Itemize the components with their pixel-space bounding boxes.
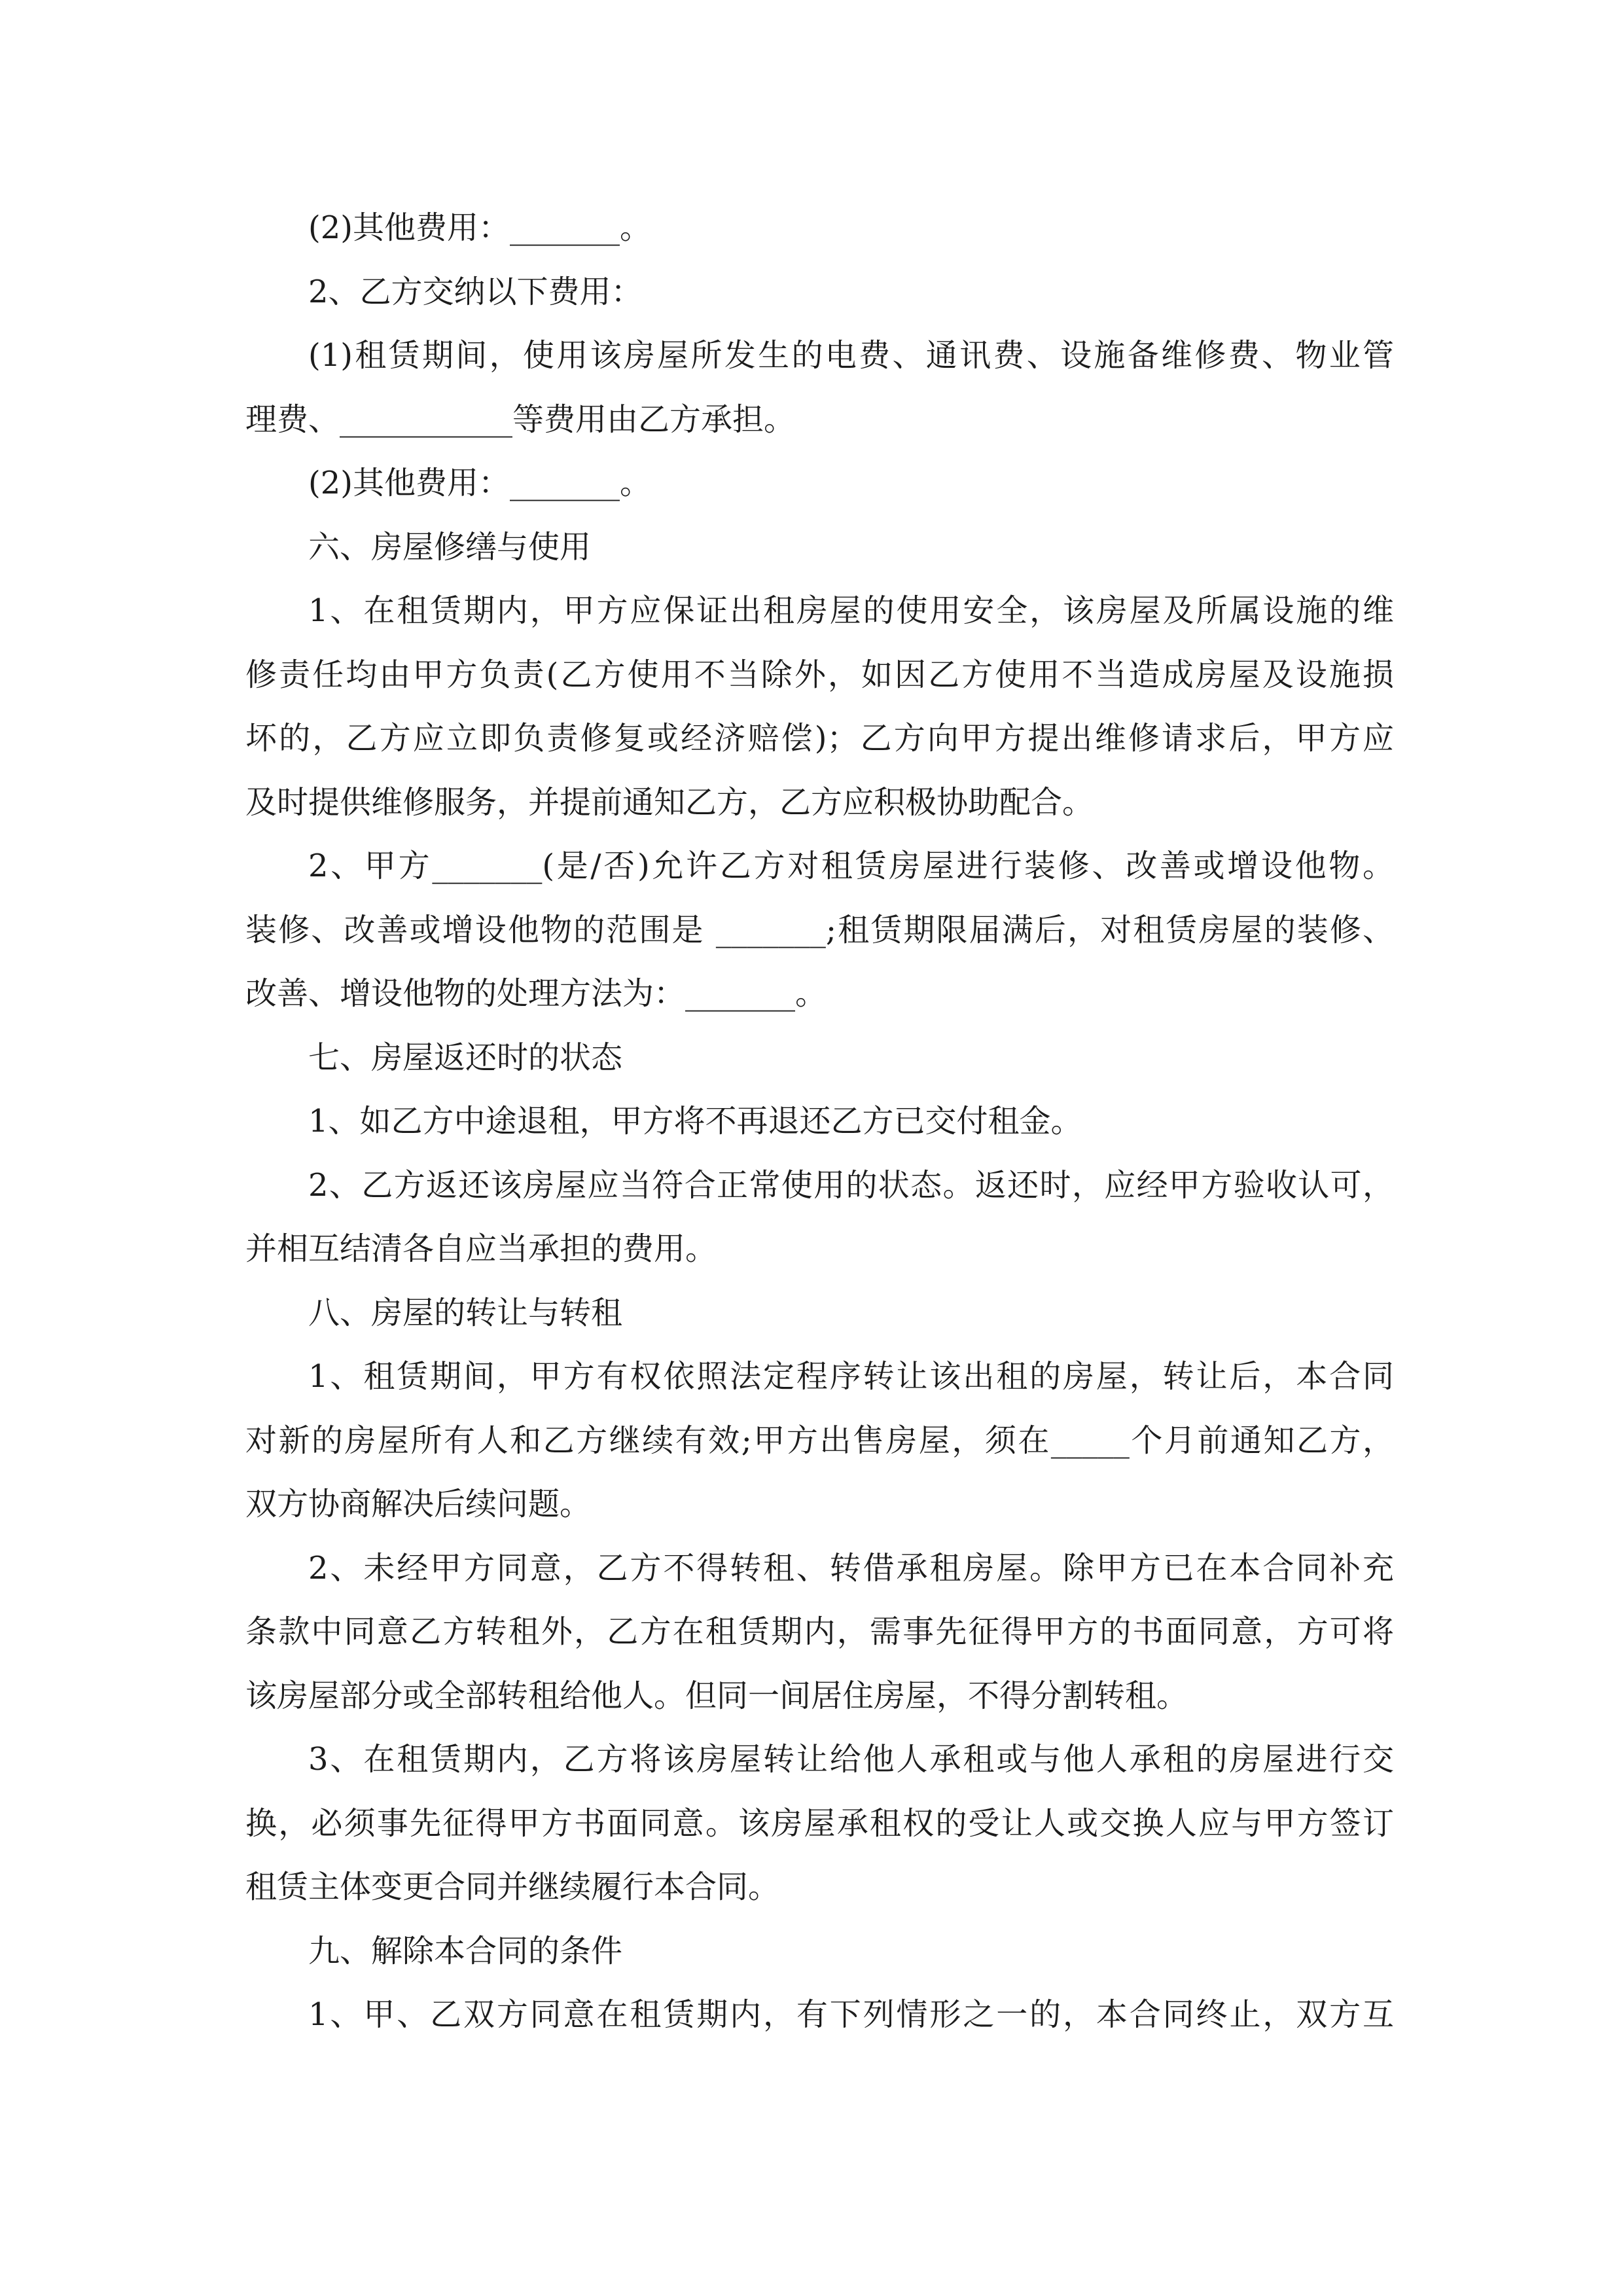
- text-line: 及时提供维修服务，并提前通知乙方，乙方应积极协助配合。: [245, 783, 1094, 821]
- text-line: 1、在租赁期内，甲方应保证出租房屋的使用安全，该房屋及所属设施的维: [308, 592, 1394, 629]
- text-line: 2、乙方交纳以下费用：: [308, 273, 643, 310]
- text-line: (2)其他费用：_______。: [308, 209, 651, 246]
- text-line: 坏的，乙方应立即负责修复或经济赔偿)；乙方向甲方提出维修请求后，甲方应: [245, 720, 1394, 757]
- text-line: 1、甲、乙双方同意在租赁期内，有下列情形之一的，本合同终止，双方互: [308, 1996, 1394, 2033]
- text-line: 修责任均由甲方负责(乙方使用不当除外，如因乙方使用不当造成房屋及设施损: [245, 656, 1394, 693]
- text-line: 装修、改善或增设他物的范围是 _______;租赁期限届满后，对租赁房屋的装修、: [245, 911, 1394, 948]
- section-heading: 八、房屋的转让与转租: [308, 1294, 623, 1331]
- text-line: 2、未经甲方同意，乙方不得转租、转借承租房屋。除甲方已在本合同补充: [308, 1549, 1394, 1587]
- text-line: 理费、___________等费用由乙方承担。: [245, 401, 796, 438]
- text-line: 1、如乙方中途退租，甲方将不再退还乙方已交付租金。: [308, 1103, 1082, 1139]
- section-heading: 七、房屋返还时的状态: [308, 1039, 623, 1076]
- text-line: 租赁主体变更合同并继续履行本合同。: [245, 1869, 780, 1905]
- text-line: 该房屋部分或全部转租给他人。但同一间居住房屋，不得分割转租。: [245, 1677, 1188, 1714]
- text-line: 换，必须事先征得甲方书面同意。该房屋承租权的受让人或交换人应与甲方签订: [245, 1804, 1394, 1842]
- text-line: (1)租赁期间，使用该房屋所发生的电费、通讯费、设施备维修费、物业管: [308, 337, 1394, 374]
- text-line: 2、乙方返还该房屋应当符合正常使用的状态。返还时，应经甲方验收认可，: [308, 1166, 1394, 1204]
- text-line: 改善、增设他物的处理方法为：_______。: [245, 975, 827, 1012]
- section-heading: 六、房屋修缮与使用: [308, 528, 592, 565]
- text-line: (2)其他费用：_______。: [308, 465, 651, 501]
- text-line: 双方协商解决后续问题。: [245, 1486, 592, 1522]
- text-line: 1、租赁期间，甲方有权依照法定程序转让该出租的房屋，转让后，本合同: [308, 1358, 1394, 1395]
- text-line: 3、在租赁期内，乙方将该房屋转让给他人承租或与他人承租的房屋进行交: [308, 1741, 1394, 1778]
- section-heading: 九、解除本合同的条件: [308, 1932, 623, 1969]
- contract-text: [245, 196, 1394, 2047]
- text-line: 条款中同意乙方转租外，乙方在租赁期内，需事先征得甲方的书面同意，方可将: [245, 1613, 1394, 1650]
- text-line: 2、甲方_______(是/否)允许乙方对租赁房屋进行装修、改善或增设他物。: [308, 848, 1394, 884]
- text-line: 并相互结清各自应当承担的费用。: [245, 1230, 717, 1267]
- text-line: 对新的房屋所有人和乙方继续有效;甲方出售房屋，须在_____个月前通知乙方，: [245, 1422, 1394, 1459]
